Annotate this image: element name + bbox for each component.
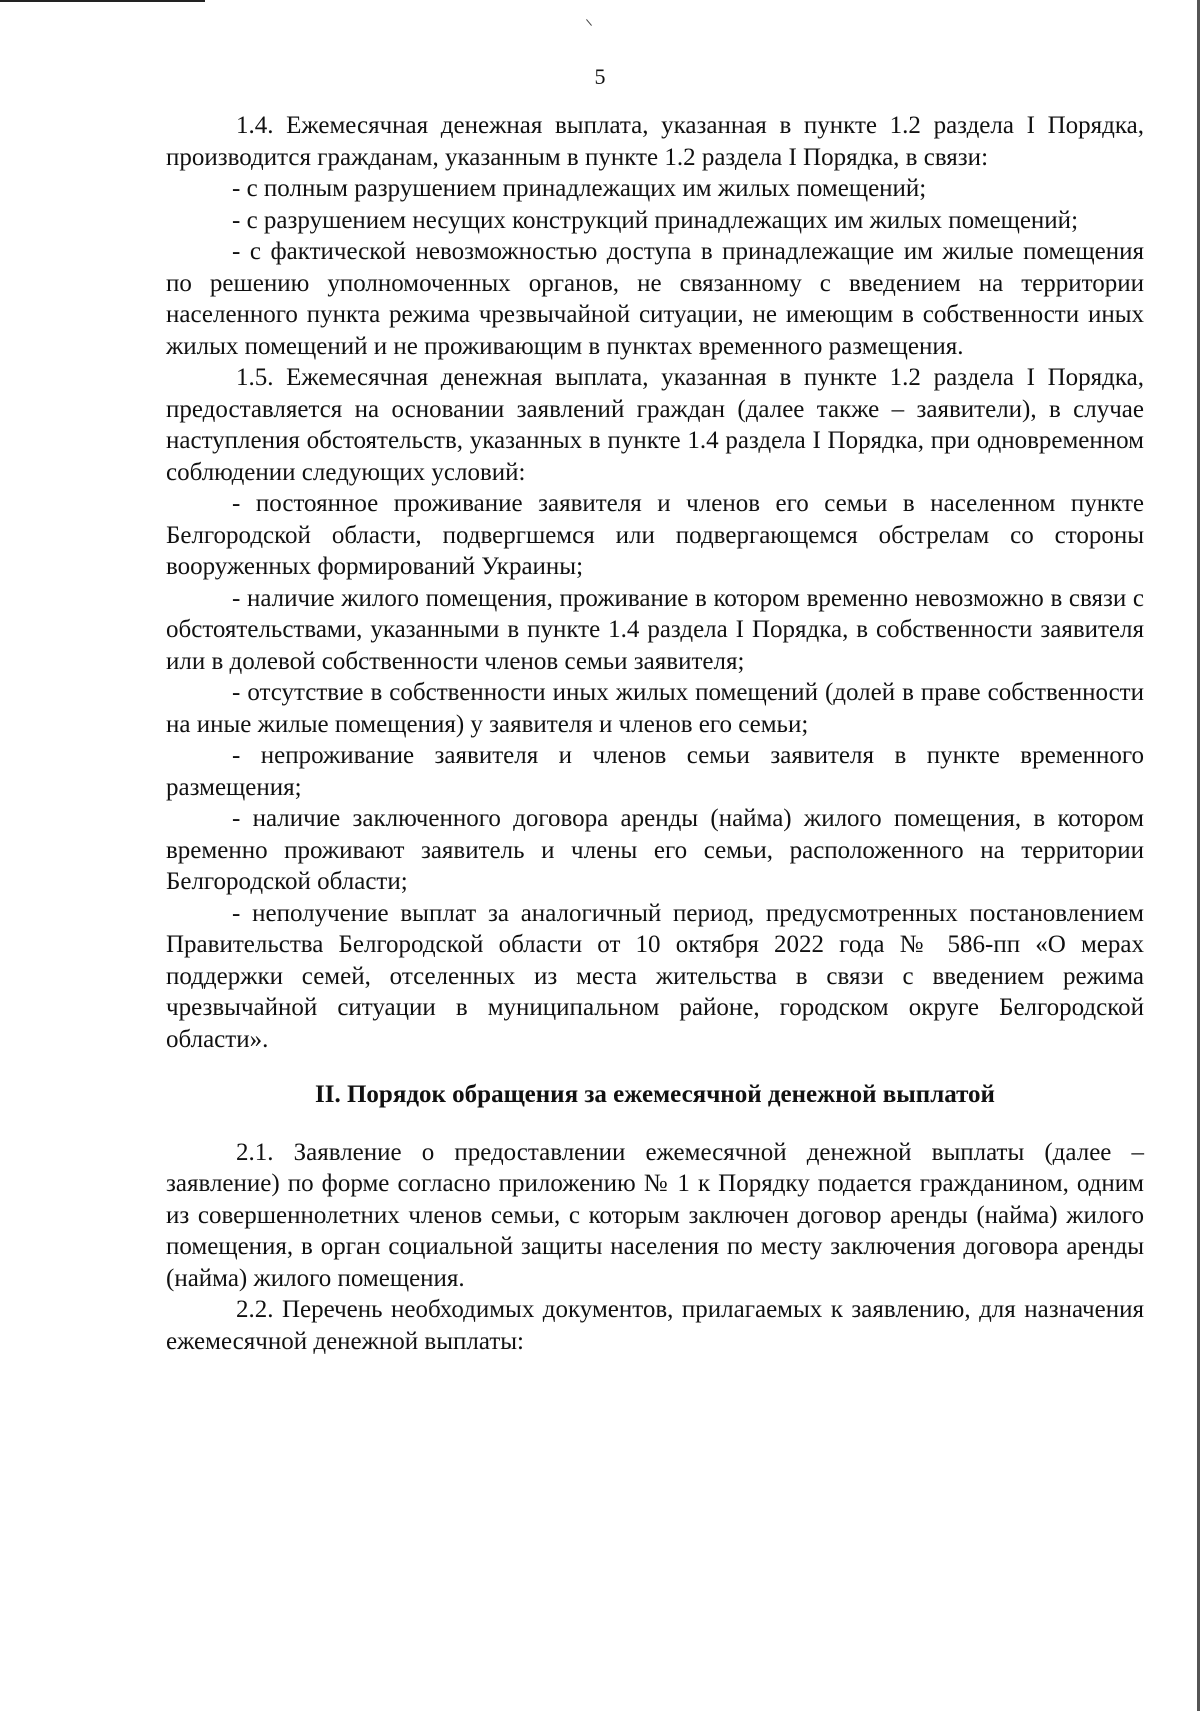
list-item-1-4-a: - с полным разрушением принадлежащих им жилых помещений; bbox=[232, 175, 927, 202]
list-item-1-5-d: - непроживание заявителя и членов семьи заявителя в пункте временного размещения; bbox=[166, 742, 1144, 801]
list-item-1-5-b: - наличие жилого помещения, проживание в котором временно невозможно в связи с обстоятельствами, указанными в пункте 1.4 раздела I Порядка, в собственности заявителя или в долевой собственности членов семьи заявителя; bbox=[166, 584, 1144, 675]
document-body bbox=[166, 110, 1144, 1357]
list-item-1-5-f: - неполучение выплат за аналогичный период, предусмотренных постановлением Правительства Белгородской области от 10 октября 2022 года № 586-пп «О мерах поддержки семей, отселенных из места жительства в связи с введением режима чрезвычайной ситуации в муниципальном районе, городском округе Белгородской области». bbox=[166, 899, 1144, 1053]
scan-top-edge-line bbox=[0, 0, 205, 2]
list-item-1-5-e: - наличие заключенного договора аренды (найма) жилого помещения, в котором временно проживают заявитель и члены его семьи, расположенного на территории Белгородской области; bbox=[166, 805, 1144, 895]
scan-artifact-mark bbox=[586, 19, 592, 26]
list-item-1-4-c: - с фактической невозможностью доступа в принадлежащие им жилые помещения по решению уполномоченных органов, не связанному с введением на территории населенного пункта режима чрезвычайной ситуации, не имеющим в собственности иных жилых помещений и не проживающим в пунктах временного размещения. bbox=[166, 238, 1144, 360]
list-item-1-4-b: - с разрушением несущих конструкций принадлежащих им жилых помещений; bbox=[232, 206, 1079, 234]
list-item-1-5-c: - отсутствие в собственности иных жилых помещений (долей в праве собственности на иные жилые помещения) у заявителя и членов его семьи; bbox=[166, 679, 1144, 738]
section-2-heading: II. Порядок обращения за ежемесячной денежной выплатой bbox=[315, 1081, 995, 1108]
page-number: 5 bbox=[594, 64, 606, 89]
paragraph-2-2: 2.2. Перечень необходимых документов, прилагаемых к заявлению, для назначения ежемесячной денежной выплаты: bbox=[166, 1296, 1144, 1355]
paragraph-1-4: 1.4. Ежемесячная денежная выплата, указанная в пункте 1.2 раздела I Порядка, производится гражданам, указанным в пункте 1.2 раздела I Порядка, в связи: bbox=[166, 112, 1144, 171]
paragraph-2-1: 2.1. Заявление о предоставлении ежемесячной денежной выплаты (далее – заявление) по форме согласно приложению № 1 к Порядку подается гражданином, одним из совершеннолетних членов семьи, с которым заключен договор аренды (найма) жилого помещения, в орган социальной защиты населения по месту заключения договора аренды (найма) жилого помещения. bbox=[166, 1138, 1144, 1292]
paragraph-1-5: 1.5. Ежемесячная денежная выплата, указанная в пункте 1.2 раздела I Порядка, предоставляется на основании заявлений граждан (далее также – заявители), в случае наступления обстоятельств, указанных в пункте 1.4 раздела I Порядка, при одновременном соблюдении следующих условий: bbox=[166, 364, 1144, 486]
list-item-1-5-a: - постоянное проживание заявителя и членов его семьи в населенном пункте Белгородской области, подвергшемся или подвергающемся обстрелам со стороны вооруженных формирований Украины; bbox=[166, 490, 1144, 580]
